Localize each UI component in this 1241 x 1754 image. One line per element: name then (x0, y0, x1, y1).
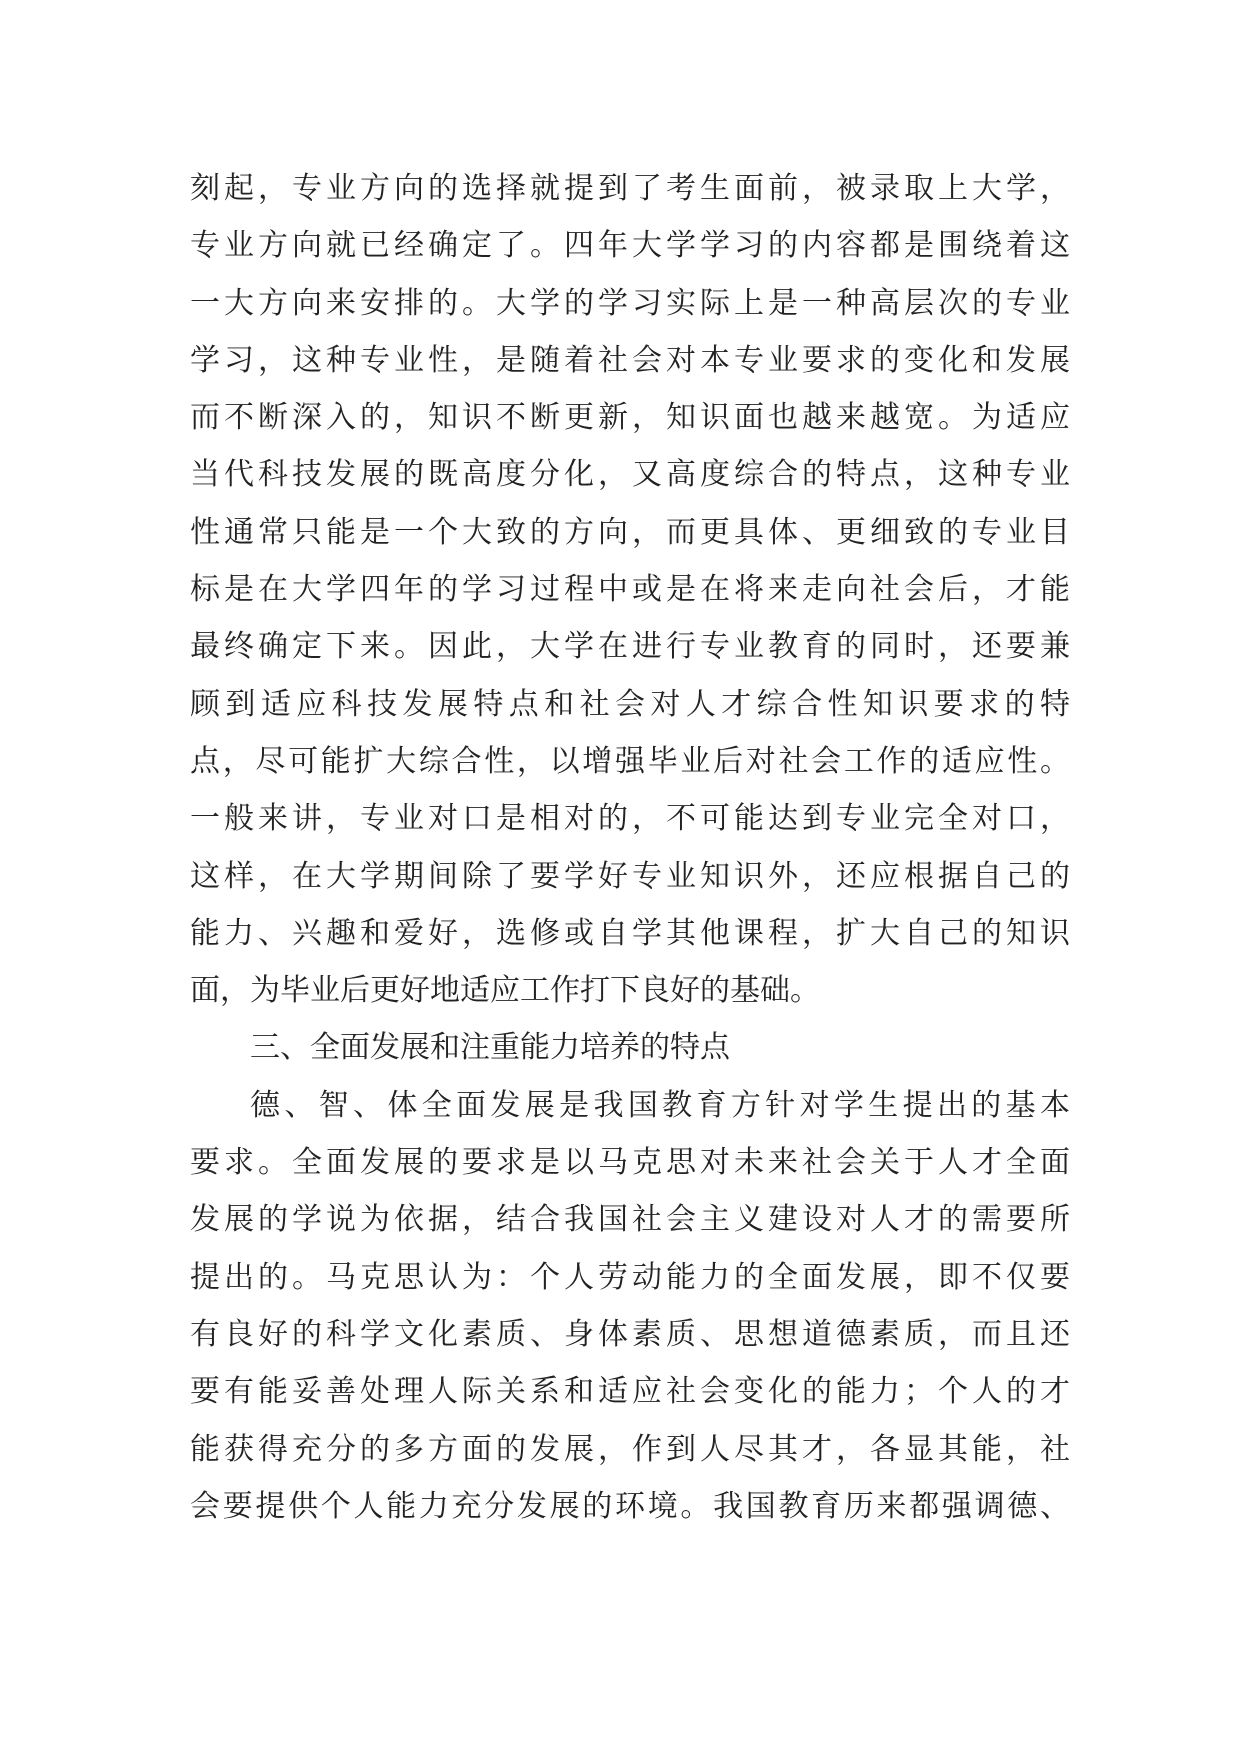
text-line: 能获得充分的多方面的发展，作到人尽其才，各显其能，社 (190, 1431, 1070, 1467)
text-line: 标是在大学四年的学习过程中或是在将来走向社会后，才能 (190, 572, 1070, 608)
text-line: 会要提供个人能力充分发展的环境。我国教育历来都强调德、 (190, 1488, 1070, 1524)
text-line: 专业方向就已经确定了。四年大学学习的内容都是围绕着这 (190, 228, 1070, 264)
text-line: 顾到适应科技发展特点和社会对人才综合性知识要求的特 (190, 686, 1070, 722)
text-line: 学习，这种专业性，是随着社会对本专业要求的变化和发展 (190, 342, 1070, 378)
text-line: 性通常只能是一个大致的方向，而更具体、更细致的专业目 (190, 514, 1070, 550)
text-line: 要求。全面发展的要求是以马克思对未来社会关于人才全面 (190, 1145, 1070, 1181)
text-line: 最终确定下来。因此，大学在进行专业教育的同时，还要兼 (190, 629, 1070, 665)
text-line: 有良好的科学文化素质、身体素质、思想道德素质，而且还 (190, 1316, 1070, 1352)
text-line: 当代科技发展的既高度分化，又高度综合的特点，这种专业 (190, 457, 1070, 493)
text-line: 一大方向来安排的。大学的学习实际上是一种高层次的专业 (190, 285, 1070, 321)
section-heading: 三、全面发展和注重能力培养的特点 (250, 1030, 730, 1066)
text-line: 点，尽可能扩大综合性，以增强毕业后对社会工作的适应性。 (190, 743, 1070, 779)
document-body (190, 160, 1070, 1535)
text-line: 面，为毕业后更好地适应工作打下良好的基础。 (190, 973, 820, 1009)
text-line: 德、智、体全面发展是我国教育方针对学生提出的基本 (250, 1087, 1070, 1123)
text-line: 发展的学说为依据，结合我国社会主义建设对人才的需要所 (190, 1202, 1070, 1238)
text-line: 能力、兴趣和爱好，选修或自学其他课程，扩大自己的知识 (190, 915, 1070, 951)
text-line: 提出的。马克思认为：个人劳动能力的全面发展，即不仅要 (190, 1259, 1070, 1295)
text-line: 这样，在大学期间除了要学好专业知识外，还应根据自己的 (190, 858, 1070, 894)
text-line: 而不断深入的，知识不断更新，知识面也越来越宽。为适应 (190, 400, 1070, 436)
text-line: 刻起，专业方向的选择就提到了考生面前，被录取上大学， (190, 171, 1070, 206)
text-line: 要有能妥善处理人际关系和适应社会变化的能力；个人的才 (190, 1374, 1070, 1410)
text-line: 一般来讲，专业对口是相对的，不可能达到专业完全对口， (190, 801, 1070, 837)
